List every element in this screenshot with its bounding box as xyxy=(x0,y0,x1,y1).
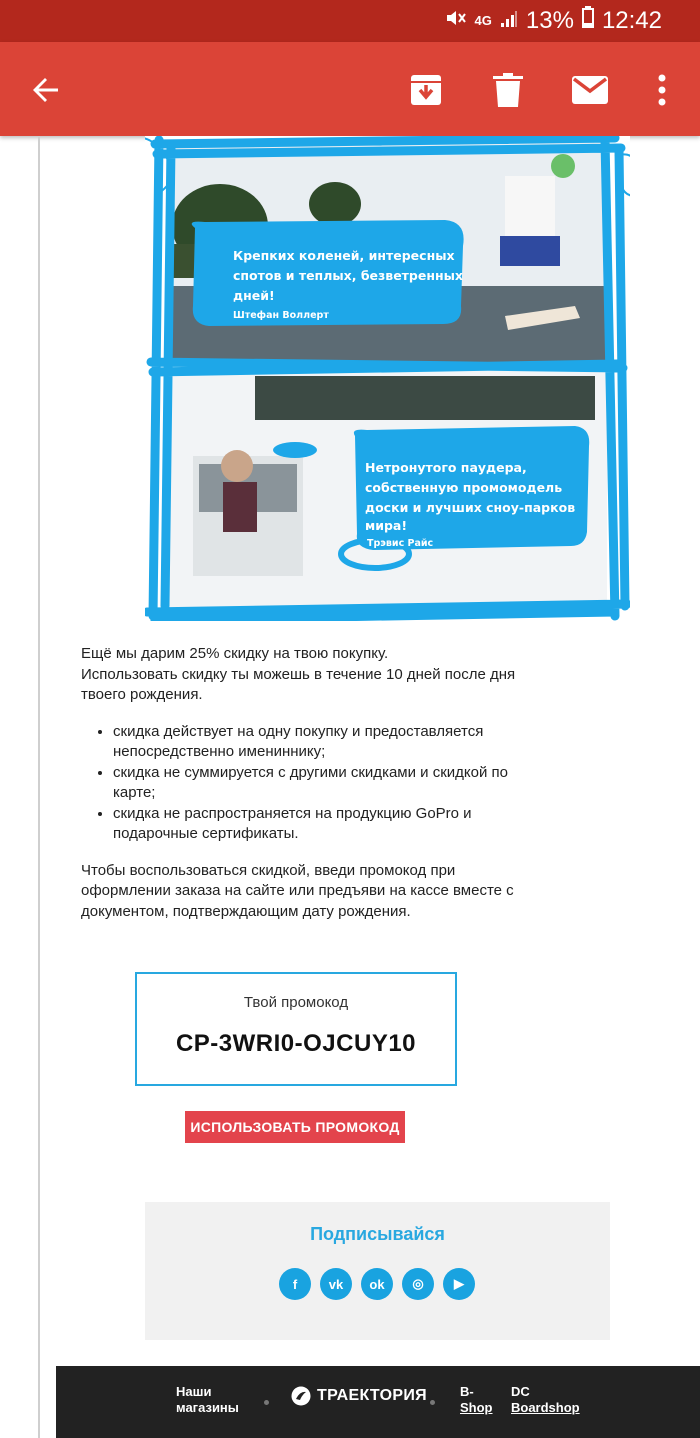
battery-icon xyxy=(582,6,594,35)
trash-icon xyxy=(493,73,523,107)
intro-line1: Ещё мы дарим 25% скидку на твою покупку. xyxy=(81,645,389,662)
archive-button[interactable] xyxy=(398,62,454,118)
list-item: • скидка действует на одну покупку и предоставляется непосредственно имениннику; xyxy=(113,722,521,763)
logo-text: ТРАЕКТОРИЯ xyxy=(317,1387,427,1404)
subscribe-section xyxy=(145,1202,610,1340)
intro-line2: Использовать скидку ты можешь в течение 10 дней после дня твоего рождения. xyxy=(81,665,516,703)
quote1-line2: спотов и теплых, безветренных xyxy=(233,268,463,283)
email-body xyxy=(0,136,700,1438)
bshop-line1: B- xyxy=(460,1384,474,1399)
use-promo-button[interactable]: ИСПОЛЬЗОВАТЬ ПРОМОКОД xyxy=(185,1111,405,1143)
delete-button[interactable] xyxy=(480,62,536,118)
trajectory-logo[interactable] xyxy=(291,1386,427,1406)
quote2-author: Трэвис Райс xyxy=(367,538,434,549)
intro-paragraph xyxy=(81,644,521,706)
dc-line2: Boardshop xyxy=(511,1400,580,1415)
trajectory-logo-icon xyxy=(291,1386,311,1406)
quote1-author: Штефан Воллерт xyxy=(233,310,329,321)
signal-icon xyxy=(500,7,518,35)
clock: 12:42 xyxy=(601,6,662,34)
stores-line2: магазины xyxy=(176,1400,239,1415)
stores-line1: Наши xyxy=(176,1384,212,1399)
email-text xyxy=(81,644,521,938)
facebook-icon[interactable]: f xyxy=(279,1268,311,1300)
mark-unread-button[interactable] xyxy=(562,62,618,118)
dc-boardshop-link[interactable] xyxy=(511,1384,580,1416)
conditions-list xyxy=(113,722,521,845)
email-footer xyxy=(56,1366,700,1438)
promo-code-box xyxy=(135,972,457,1086)
more-vert-icon xyxy=(658,74,666,106)
quote2-line1: Нетронутого паудера, xyxy=(365,460,527,475)
network-type: 4G xyxy=(474,13,492,28)
promo-code[interactable]: CP-3WRI0-OJCUY10 xyxy=(175,1030,417,1057)
promo-label: Твой промокод xyxy=(243,994,349,1011)
list-item: • скидка не распространяется на продукцию GoPro и подарочные сертификаты. xyxy=(113,804,521,845)
mute-icon xyxy=(445,8,467,34)
battery-percent: 13% xyxy=(525,6,574,34)
mail-icon xyxy=(572,76,608,104)
youtube-icon[interactable]: ▶ xyxy=(443,1268,475,1300)
bshop-line2: Shop xyxy=(460,1400,493,1415)
separator-dot xyxy=(430,1400,435,1405)
dc-line1: DC xyxy=(511,1384,530,1399)
thread-rule xyxy=(38,136,40,1438)
more-options-button[interactable] xyxy=(634,62,690,118)
back-button[interactable] xyxy=(18,62,74,118)
quote1-line3: дней! xyxy=(233,288,275,303)
vk-icon[interactable]: vk xyxy=(320,1268,352,1300)
quote2-line3: доски и лучших сноу-парков xyxy=(365,500,576,515)
archive-icon xyxy=(409,73,443,107)
list-item: • скидка не суммируется с другими скидками и скидкой по карте; xyxy=(113,763,521,804)
quote1-line1: Крепких коленей, интересных xyxy=(233,248,455,263)
birthday-collage-image xyxy=(145,136,630,621)
subscribe-title: Подписывайся xyxy=(310,1224,445,1244)
our-stores-link[interactable] xyxy=(176,1384,239,1416)
status-bar xyxy=(0,0,700,42)
odnoklassniki-icon[interactable]: ok xyxy=(361,1268,393,1300)
quote2-line4: мира! xyxy=(365,518,408,533)
instructions-paragraph: Чтобы воспользоваться скидкой, введи промокод при оформлении заказа на сайте или предъяви на кассе вместе с документом, подтверждающим дату рождения. xyxy=(81,861,514,920)
instagram-icon[interactable]: ◎ xyxy=(402,1268,434,1300)
back-arrow-icon xyxy=(30,74,62,106)
bshop-link[interactable] xyxy=(460,1384,493,1416)
separator-dot xyxy=(264,1400,269,1405)
social-links xyxy=(279,1268,475,1300)
quote2-line2: собственную промомодель xyxy=(365,480,563,495)
app-bar xyxy=(0,42,700,136)
